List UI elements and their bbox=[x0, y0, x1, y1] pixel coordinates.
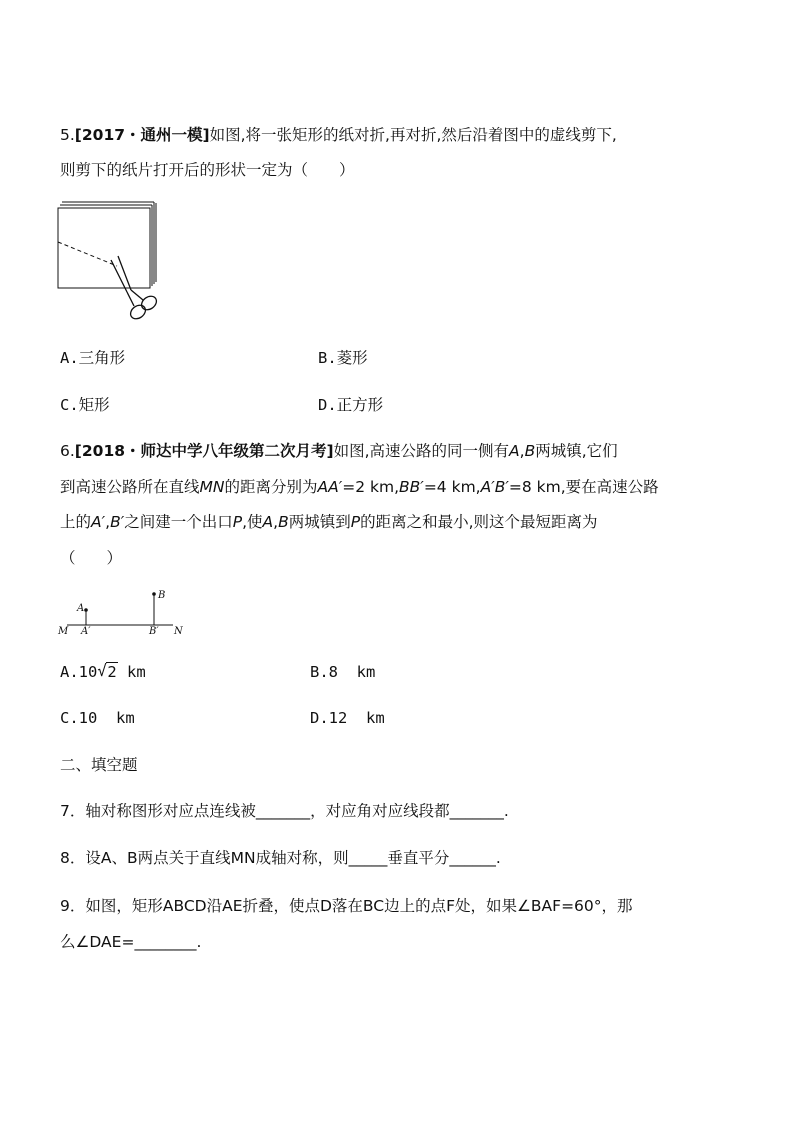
q5-text-line1: 如图,将一张矩形的纸对折,再对折,然后沿着图中的虚线剪下, bbox=[209, 126, 617, 144]
q6-number: 6. bbox=[60, 442, 75, 460]
q6-value: =8 km,要在高速公路 bbox=[508, 478, 659, 496]
q6-var-a-prime: A′ bbox=[91, 513, 106, 531]
q6-value: =2 km, bbox=[342, 478, 400, 496]
q6-var-b: B bbox=[278, 513, 289, 531]
q6-line2 bbox=[60, 477, 659, 497]
q7: 7．轴对称图形对应点连线被_______，对应角对应线段都_______. bbox=[60, 802, 509, 820]
q5-option-a: A.三角形 bbox=[60, 349, 126, 367]
q6-option-c: C.10 km bbox=[60, 709, 135, 727]
q6-answer-paren: （ ） bbox=[60, 549, 123, 567]
q6-var-a: A bbox=[262, 513, 274, 531]
section-title: 二、填空题 bbox=[60, 756, 138, 774]
q6-text: 的距离之和最小,则这个最短距离为 bbox=[360, 513, 598, 531]
q6-text: 的距离分别为 bbox=[224, 478, 318, 496]
q5-text-line2: 则剪下的纸片打开后的形状一定为（ ） bbox=[60, 161, 355, 179]
q6-var-p: P bbox=[350, 513, 361, 531]
q5-option-d: D.正方形 bbox=[318, 396, 384, 414]
q6-figure-highway bbox=[55, 586, 190, 638]
q6-line1 bbox=[60, 441, 618, 461]
q6-var-b: B bbox=[524, 442, 536, 460]
q6-var-b-prime: B′ bbox=[110, 513, 125, 531]
q6-text: 上的 bbox=[60, 513, 92, 531]
q6-source: [2018・师达中学八年级第二次月考] bbox=[74, 442, 334, 460]
q5-option-c: C.矩形 bbox=[60, 396, 110, 414]
label-b-prime: B′ bbox=[149, 626, 159, 637]
q6-option-d: D.12 km bbox=[310, 709, 385, 727]
q6-value: =4 km, bbox=[423, 478, 481, 496]
q6-text: 两城镇,它们 bbox=[535, 442, 618, 460]
q6-comma: , bbox=[105, 513, 111, 531]
label-a-prime: A′ bbox=[81, 626, 91, 637]
q5-number: 5. bbox=[60, 126, 75, 144]
q6-var-aa: AA′ bbox=[317, 478, 343, 496]
q6-text: ,使 bbox=[242, 513, 263, 531]
q6-text: 到高速公路所在直线 bbox=[60, 478, 200, 496]
q6-comma: , bbox=[519, 442, 525, 460]
q6-text: 两城镇到 bbox=[288, 513, 351, 531]
q5-line1 bbox=[60, 125, 617, 145]
q5-line2 bbox=[60, 160, 355, 180]
label-a: A bbox=[77, 603, 85, 614]
q6-comma: , bbox=[273, 513, 279, 531]
q6-text: 之间建一个出口 bbox=[124, 513, 233, 531]
q6-line4 bbox=[60, 548, 122, 568]
q5-source: [2017・通州一模] bbox=[74, 126, 210, 144]
q6-var-a: A bbox=[509, 442, 520, 460]
q6-var-ab: A′B′ bbox=[480, 478, 509, 496]
label-n: N bbox=[174, 626, 183, 637]
q6-var-p: P bbox=[232, 513, 243, 531]
label-m: M bbox=[58, 626, 69, 637]
q9-line2: 么∠DAE=________. bbox=[60, 933, 202, 951]
label-b: B bbox=[158, 590, 166, 601]
q5-figure-folded-paper-scissors bbox=[55, 200, 165, 325]
q9-line1: 9．如图，矩形ABCD沿AE折叠，使点D落在BC边上的点F处，如果∠BAF=60°，那 bbox=[60, 897, 633, 915]
q6-option-b: B.8 km bbox=[310, 663, 376, 681]
q6-var-bb: BB′ bbox=[399, 478, 424, 496]
q6-line3 bbox=[60, 512, 598, 532]
q8: 8．设A、B两点关于直线MN成轴对称，则_____垂直平分______. bbox=[60, 849, 501, 867]
q5-option-b: B.菱形 bbox=[318, 349, 368, 367]
q6-option-a: A.10 √ 2 km bbox=[60, 662, 146, 681]
q6-text: 如图,高速公路的同一侧有 bbox=[333, 442, 510, 460]
q6-var-mn: MN bbox=[199, 478, 225, 496]
